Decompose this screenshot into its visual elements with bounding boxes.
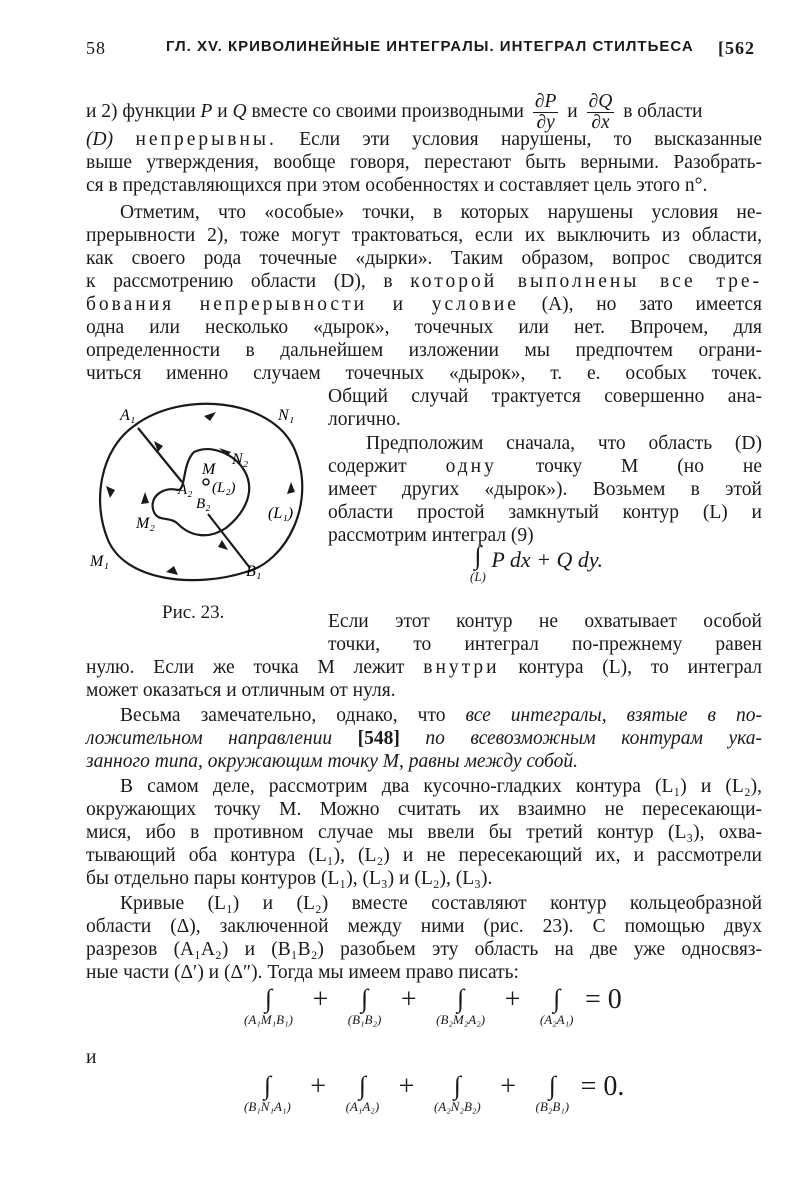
label-L2: (L₂) xyxy=(212,480,236,496)
point-M xyxy=(203,479,209,485)
text-line: Общий случай трактуется совершенно ана- xyxy=(328,386,762,407)
text-line: разрезов (A₁A₂) и (B₁B₂) разобьем эту область на две уже односвяз- xyxy=(86,939,762,960)
text-line: рассмотрим интеграл (9) xyxy=(328,525,534,546)
text-line: (D) непрерывны. Если эти условия нарушены, то высказанные xyxy=(86,129,762,150)
arrow-icon xyxy=(287,482,295,494)
equation-1: ∫ (A₁M₁B₁) + ∫ (B₁B₂) + ∫ (B₂M₂A₂) + ∫ (A₂A₁) = 0 xyxy=(244,984,622,1027)
label-M1: M₁ xyxy=(90,553,109,570)
text-line: области (Δ), заключенной между ними (рис. 23). С помощью двух xyxy=(86,916,762,937)
cut-B1B2 xyxy=(208,514,250,568)
text-line: точки, то интеграл по-прежнему равен xyxy=(328,634,762,655)
text-line: ся в представляющихся при этом особенностях и составляет цель этого n°. xyxy=(86,175,708,196)
text-line: мися, ибо в противном случае мы ввели бы третий контур (L₃), охва- xyxy=(86,822,762,843)
equation-2: ∫ (B₁N₁A₁) + ∫ (A₁A₂) + ∫ (A₂N₂B₂) + ∫ (B₂B₁) = 0. xyxy=(244,1071,625,1114)
text-line: как своего рода точечные «дырки». Таким образом, вопрос сводится xyxy=(86,248,762,269)
text-line: ные части (Δ′) и (Δ″). Тогда мы имеем право писать: xyxy=(86,962,519,983)
arrow-icon xyxy=(141,492,149,504)
text-line: Весьма замечательно, однако, что все интегралы, взятые в по- xyxy=(120,705,763,726)
text-line: одна или несколько «дырок», точечных или нет. Впрочем, для xyxy=(86,317,762,338)
text-line: В самом деле, рассмотрим два кусочно-гладких контура (L₁) и (L₂), xyxy=(120,776,762,797)
text-line: Предположим сначала, что область (D) xyxy=(366,433,762,454)
text-line: читься именно случаем точечных «дырок», т. е. особых точек. xyxy=(86,363,762,384)
text-line: ложительном направлении [548] по всевозможным контурам ука- xyxy=(86,728,762,749)
text-line: области простой замкнутый контур (L) и xyxy=(328,502,762,523)
text-line: занного типа, окружающим точку M, равны между собой. xyxy=(86,751,578,772)
text-line: тывающий оба контура (L₁), (L₂) и не пересекающий их, и рассмотрели xyxy=(86,845,762,866)
label-B2: B₂ xyxy=(196,496,211,512)
figure-23 xyxy=(86,390,316,600)
page-number: 58 xyxy=(86,38,106,58)
text-line: нулю. Если же точка M лежит внутри контура (L), то интеграл xyxy=(86,657,763,678)
label-N1: N₁ xyxy=(278,407,295,424)
label-A2: A₂ xyxy=(178,482,193,498)
cut-A1A2 xyxy=(138,428,182,482)
arrow-icon xyxy=(106,486,115,498)
fraction-dQ-dx: $\frac{\partial Q}{\partial x}$ xyxy=(588,91,613,133)
label-A1: A₁ xyxy=(120,407,136,424)
text-line: определенности в дальнейшем изложении мы предпочтем ограни- xyxy=(86,340,762,361)
text-line: к рассмотрению области (D), в которой выполнены все тре- xyxy=(86,271,763,292)
label-B1: B₁ xyxy=(246,563,262,580)
fraction-dP-dy: $\frac{\partial P}{\partial y}$ xyxy=(534,91,557,133)
text-line: прерывности 2), тоже могут трактоваться, если их выключить из области, xyxy=(86,225,762,246)
arrow-icon xyxy=(218,540,228,550)
text-line: выше утверждения, вообще говоря, перестают быть верными. Разобрать- xyxy=(86,152,762,173)
section-number: [562 xyxy=(718,38,755,58)
text-line: и 2) функции P и Q вместе со своими производными $\frac{\partial P}{\partial y}$ и $\frac{\partial Q}{\partial x}$ в области xyxy=(86,91,703,133)
arrow-icon xyxy=(166,566,178,575)
figure-caption: Рис. 23. xyxy=(162,602,225,623)
label-M: M xyxy=(202,461,216,478)
text-line: бования непрерывности и условие (А), но зато имеется xyxy=(86,294,763,315)
text-line: бы отдельно пары контуров (L₁), (L₃) и (L₂), (L₃). xyxy=(86,868,493,889)
integral-formula-9: ∫ (L) P dx + Q dy. xyxy=(470,541,603,584)
text-line: Отметим, что «особые» точки, в которых нарушены условия не- xyxy=(120,202,762,223)
text-line: логично. xyxy=(328,409,401,430)
arrow-icon xyxy=(204,412,216,421)
running-title: ГЛ. XV. КРИВОЛИНЕЙНЫЕ ИНТЕГРАЛЫ. ИНТЕГРАЛ СТИЛТЬЕСА xyxy=(166,38,694,55)
text-line: и xyxy=(86,1047,97,1068)
label-M2: M₂ xyxy=(136,515,155,532)
text-line: Если этот контур не охватывает особой xyxy=(328,611,762,632)
text-line: может оказаться и отличным от нуля. xyxy=(86,680,396,701)
outer-contour-L1 xyxy=(100,404,302,580)
label-N2: N₂ xyxy=(232,451,249,468)
text-line: имеет других «дырок»). Возьмем в этой xyxy=(328,479,762,500)
text-line: содержит одну точку M (но не xyxy=(328,456,763,477)
label-L1: (L₁) xyxy=(268,505,294,522)
text-line: Кривые (L₁) и (L₂) вместе составляют контур кольцеобразной xyxy=(120,893,762,914)
text-line: окружающих точку M. Можно считать их взаимно не пересекающи- xyxy=(86,799,762,820)
